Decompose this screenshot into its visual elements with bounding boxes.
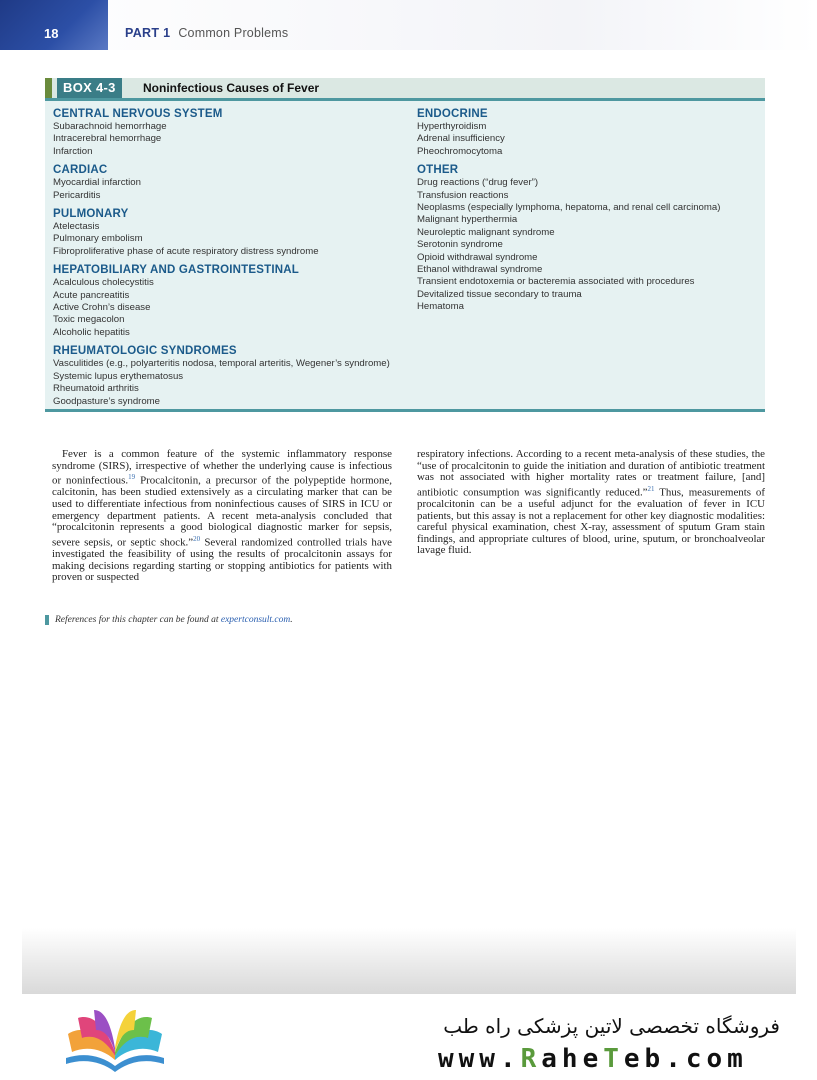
site-part: R [520, 1044, 542, 1074]
footer-fade [22, 928, 796, 994]
box-title-mark [45, 78, 52, 98]
box-section-heading: PULMONARY [53, 208, 129, 221]
page-number: 18 [44, 26, 59, 41]
list-item: Toxic megacolon [53, 314, 125, 326]
box-section [53, 208, 403, 258]
list-item: Adrenal insufficiency [417, 133, 505, 145]
box-section-list [53, 121, 403, 158]
site-part: ahe [541, 1044, 604, 1074]
list-item: Transfusion reactions [417, 189, 509, 201]
box-section-list [53, 358, 403, 408]
references-text: References for this chapter can be found at [55, 615, 221, 626]
site-part: www. [438, 1044, 521, 1074]
citation[interactable]: 21 [647, 484, 655, 493]
box-label: BOX 4-3 [57, 78, 122, 98]
list-item: Pheochromocytoma [417, 145, 503, 157]
list-item: Fibroproliferative phase of acute respiratory distress syndrome [53, 245, 319, 257]
list-item: Opioid withdrawal syndrome [417, 251, 538, 263]
box-section-heading: OTHER [417, 164, 459, 177]
box-section-list [53, 177, 403, 202]
box-section [53, 108, 403, 158]
box-section-heading: HEPATOBILIARY AND GASTROINTESTINAL [53, 264, 299, 277]
references-bar [45, 615, 49, 625]
body-text: Fever is a common feature of the systemic inflammatory response syndrome (SIRS), irrespective of whether the underlying cause is infectious or noninfectious. [52, 448, 392, 487]
list-item: Systemic lupus erythematosus [53, 370, 184, 382]
list-item: Pericarditis [53, 189, 101, 201]
references-note [45, 615, 293, 625]
box-title: Noninfectious Causes of Fever [143, 81, 320, 95]
list-item: Neuroleptic malignant syndrome [417, 226, 555, 238]
citation[interactable]: 20 [193, 534, 201, 543]
box-rule [45, 98, 765, 101]
body-column-2 [417, 449, 765, 557]
list-item: Intracerebral hemorrhage [53, 133, 162, 145]
box-section-list [53, 221, 403, 258]
list-item: Vasculitides (e.g., polyarteritis nodosa, temporal arteritis, Wegener’s syndrome) [53, 358, 390, 370]
box-section-list [417, 121, 762, 158]
list-item: Serotonin syndrome [417, 239, 503, 251]
list-item: Hematoma [417, 301, 464, 313]
box-4-3 [45, 78, 765, 412]
box-section [417, 108, 762, 158]
box-section-list [417, 177, 762, 313]
list-item: Acute pancreatitis [53, 289, 130, 301]
box-title-bar [45, 78, 765, 98]
box-section-list [53, 277, 403, 339]
section-label: Common Problems [178, 26, 289, 40]
list-item: Alcoholic hepatitis [53, 326, 130, 338]
list-item: Rheumatoid arthritis [53, 383, 139, 395]
body-text: Several randomized controlled trials have investigated the feasibility of using the results of procalcitonin assays for making decisions regarding starting or stopping antibiotics for patients with proven or suspected [52, 536, 392, 584]
footer-website [438, 1044, 748, 1074]
box-right-column [417, 108, 762, 320]
box-section [53, 345, 403, 408]
box-left-column [53, 108, 403, 414]
list-item: Neoplasms (especially lymphoma, hepatoma, and renal cell carcinoma) [417, 202, 721, 214]
list-item: Infarction [53, 145, 93, 157]
list-item: Drug reactions (“drug fever”) [417, 177, 539, 189]
references-link[interactable]: expertconsult.com [220, 615, 291, 626]
footer-persian-title: فروشگاه تخصصی لاتین پزشکی راه طب [443, 1014, 780, 1038]
list-item: Acalculous cholecystitis [53, 277, 154, 289]
book-logo-icon [60, 1008, 170, 1074]
list-item: Active Crohn’s disease [53, 302, 151, 314]
list-item: Pulmonary embolism [53, 233, 143, 245]
site-part: eb.com [623, 1044, 748, 1074]
box-section-heading: CENTRAL NERVOUS SYSTEM [53, 108, 223, 120]
box-section [53, 264, 403, 339]
list-item: Atelectasis [53, 221, 100, 233]
box-section [53, 164, 403, 202]
body-text: respiratory infections. According to a recent meta-analysis of these studies, the “use of procalcitonin to guide the initiation and duration of antibiotic treatment was not associated with higher mortality rates or treatment failure, [and] antibiotic consumption was significantly reduced.” [417, 448, 765, 499]
list-item: Transient endotoxemia or bacteremia associated with procedures [417, 276, 695, 288]
page-header [0, 0, 817, 50]
list-item: Hyperthyroidism [417, 121, 487, 132]
citation[interactable]: 19 [128, 473, 136, 482]
part-label: PART 1 [125, 26, 171, 40]
body-column-1 [52, 449, 392, 584]
references-end: . [290, 615, 293, 626]
list-item: Myocardial infarction [53, 177, 141, 189]
list-item: Malignant hyperthermia [417, 214, 518, 226]
site-part: T [603, 1044, 624, 1074]
list-item: Subarachnoid hemorrhage [53, 121, 167, 132]
body-text: Thus, measurements of procalcitonin can be a useful adjunct for the evaluation of fever in ICU patients, but this assay is not a replacement for other key diagnostic modalities: careful physical examination, chest X-ray, assessment of sputum Gram stain findings, and appropriate cultures of blood, urine, sputum, or bronchoalveolar lavage fluid. [417, 486, 765, 557]
box-section-heading: ENDOCRINE [417, 108, 488, 120]
box-section [417, 164, 762, 313]
list-item: Devitalized tissue secondary to trauma [417, 288, 582, 300]
running-head [125, 26, 288, 40]
page-number-tab [0, 0, 108, 50]
box-section-heading: CARDIAC [53, 164, 108, 177]
body-text: Procalcitonin, a precursor of the polypeptide hormone, calcitonin, has been studied extensively as a circulating marker that can be used to differentiate infectious from noninfectious causes of SIRS in ICU or emergency department patients. A recent meta-analysis concluded that “procalcitonin represents a good biological diagnostic marker for sepsis, severe sepsis, or septic shock.” [52, 474, 392, 549]
box-section-heading: RHEUMATOLOGIC SYNDROMES [53, 345, 237, 358]
list-item: Goodpasture’s syndrome [53, 395, 161, 407]
list-item: Ethanol withdrawal syndrome [417, 264, 543, 276]
